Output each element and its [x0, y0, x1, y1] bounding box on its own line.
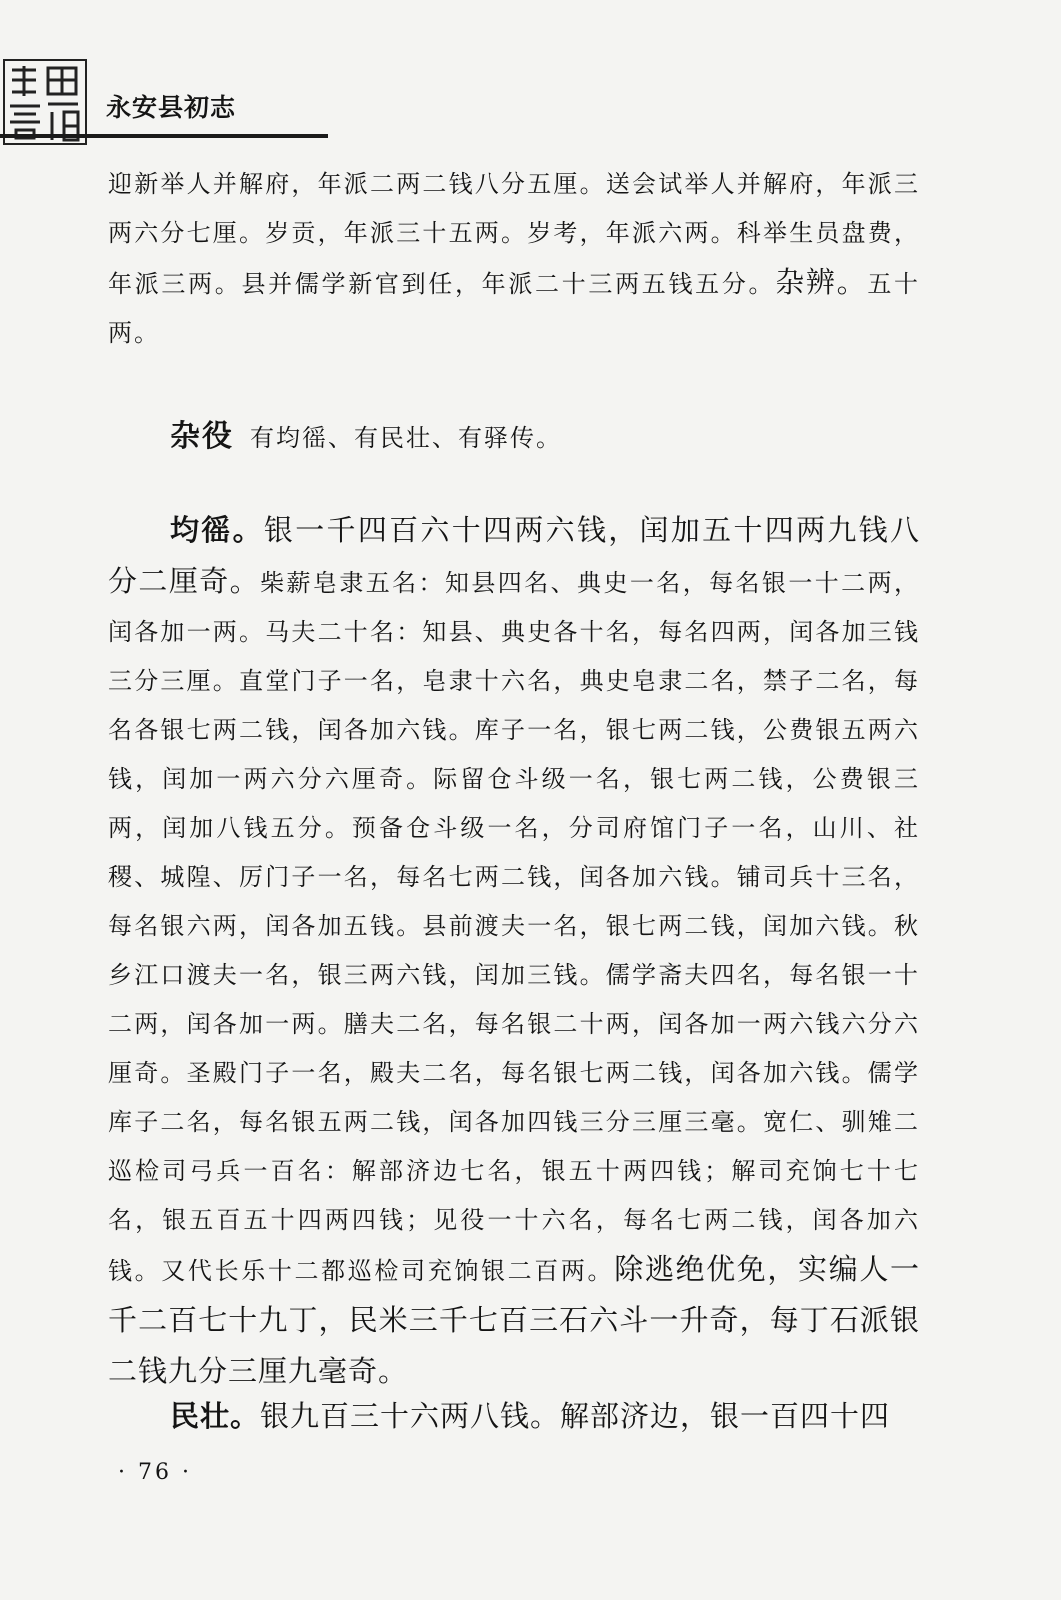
section-heading-text: 有均徭、有民壮、有驿传。 — [250, 424, 562, 452]
paragraph-lead: 民壮。 — [170, 1399, 261, 1433]
page-number: · 76 · — [118, 1460, 192, 1485]
paragraph-minzhuang — [108, 1392, 920, 1443]
paragraph-emphasis: 银一千四百六十四两六钱，闰加五十四两九钱八分二厘奇。 — [108, 513, 920, 598]
section-heading-title: 杂役 — [170, 419, 234, 454]
paragraph-emphasis: 杂辨。 — [775, 265, 868, 299]
section-heading — [170, 412, 930, 463]
paragraph-text: 迎新举人并解府，年派二两二钱八分五厘。送会试举人并解府，年派三两六分七厘。岁贡，年派三十五两。岁考，年派六两。科举生员盘费，年派三两。县并儒学新官到任，年派二十三两五钱五分。 — [108, 170, 920, 298]
paragraph-lead: 均徭。 — [170, 513, 264, 547]
paragraph-text: 柴薪皂隶五名：知县四名、典史一名，每名银一十二两，闰各加一两。马夫二十名：知县、典史各十名，每名四两，闰各加三钱三分三厘。直堂门子一名，皂隶十六名，典史皂隶二名，禁子二名，每名各银七两二钱，闰各加六钱。库子一名，银七两二钱，公费银五两六钱，闰加一两六分六厘奇。际留仓斗级一名，银七两二钱，公费银三两，闰加八钱五分。预备仓斗级一名，分司府馆门子一名，山川、社稷、城隍、厉门子一名，每名七两二钱，闰各加六钱。铺司兵十三名，每名银六两，闰各加五钱。县前渡夫一名，银七两二钱，闰加六钱。秋乡江口渡夫一名，银三两六钱，闰加三钱。儒学斋夫四名，每名银一十二两，闰各加一两。膳夫二名，每名银二十两，闰各加一两六钱六分六厘奇。圣殿门子一名，殿夫二名，每名银七两二钱，闰各加六钱。儒学库子二名，每名银五两二钱，闰各加四钱三分三厘三毫。宽仁、驯雉二巡检司弓兵一百名：解部济边七名，银五十两四钱；解司充饷七十七名，银五百五十四两四钱；见役一十六名，每名七两二钱，闰各加六钱。又代长乐十二都巡检司充饷银二百两。 — [108, 569, 920, 1285]
paragraph-emphasis: 银九百三十六两八钱。解部济边，银一百四十四 — [260, 1399, 891, 1433]
seal-stamp-icon — [2, 58, 88, 146]
paragraph-text: 五十两。 — [108, 270, 921, 347]
paragraph-emphasis: 除逃绝优免，实编人一千二百七十九丁，民米三千七百三石六斗一升奇，每丁石派银二钱九分三厘九毫奇。 — [108, 1252, 920, 1388]
paragraph-junyao — [108, 506, 920, 1398]
book-title: 永安县初志 — [106, 93, 237, 122]
header-rule — [0, 134, 328, 138]
paragraph-fees — [108, 160, 920, 358]
